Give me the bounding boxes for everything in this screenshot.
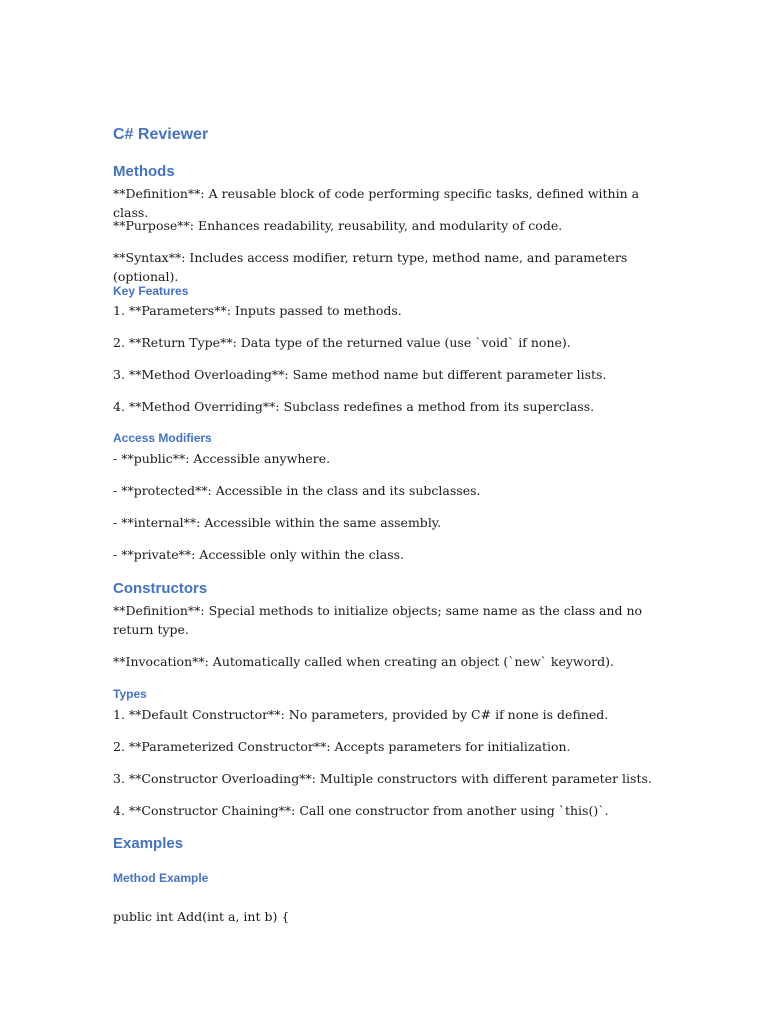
list-item: - **public**: Accessible anywhere.	[113, 451, 331, 466]
list-item: - **internal**: Accessible within the same assembly.	[113, 515, 442, 530]
list-item: 2. **Parameterized Constructor**: Accepts parameters for initialization.	[113, 739, 571, 754]
constructors-invocation: **Invocation**: Automatically called when creating an object (`new` keyword).	[113, 654, 614, 669]
list-item: 4. **Constructor Chaining**: Call one constructor from another using `this()`.	[113, 803, 609, 818]
list-item: 1. **Parameters**: Inputs passed to methods.	[113, 303, 402, 318]
examples-heading: Examples	[113, 835, 184, 852]
list-item: - **protected**: Accessible in the class and its subclasses.	[113, 483, 481, 498]
methods-purpose: **Purpose**: Enhances readability, reusability, and modularity of code.	[113, 218, 563, 233]
methods-syntax: **Syntax**: Includes access modifier, return type, method name, and parameters (optional).	[113, 250, 628, 284]
methods-definition: **Definition**: A reusable block of code performing specific tasks, defined within a class.	[113, 186, 640, 220]
list-item: 1. **Default Constructor**: No parameters, provided by C# if none is defined.	[113, 707, 609, 722]
access-modifiers-heading: Access Modifiers	[113, 431, 212, 445]
key-features-heading: Key Features	[113, 284, 189, 298]
types-heading: Types	[113, 687, 147, 701]
constructors-heading: Constructors	[113, 580, 208, 597]
constructors-definition: **Definition**: Special methods to initialize objects; same name as the class and no return type.	[113, 603, 643, 637]
document-title: C# Reviewer	[113, 126, 209, 143]
list-item: 4. **Method Overriding**: Subclass redefines a method from its superclass.	[113, 399, 595, 414]
list-item: 3. **Method Overloading**: Same method name but different parameter lists.	[113, 367, 607, 382]
list-item: 2. **Return Type**: Data type of the returned value (use `void` if none).	[113, 335, 571, 350]
method-example-heading: Method Example	[113, 871, 209, 885]
code-line: public int Add(int a, int b) {	[113, 909, 290, 924]
list-item: 3. **Constructor Overloading**: Multiple constructors with different parameter lists.	[113, 771, 652, 786]
methods-heading: Methods	[113, 163, 175, 180]
list-item: - **private**: Accessible only within the class.	[113, 547, 405, 562]
